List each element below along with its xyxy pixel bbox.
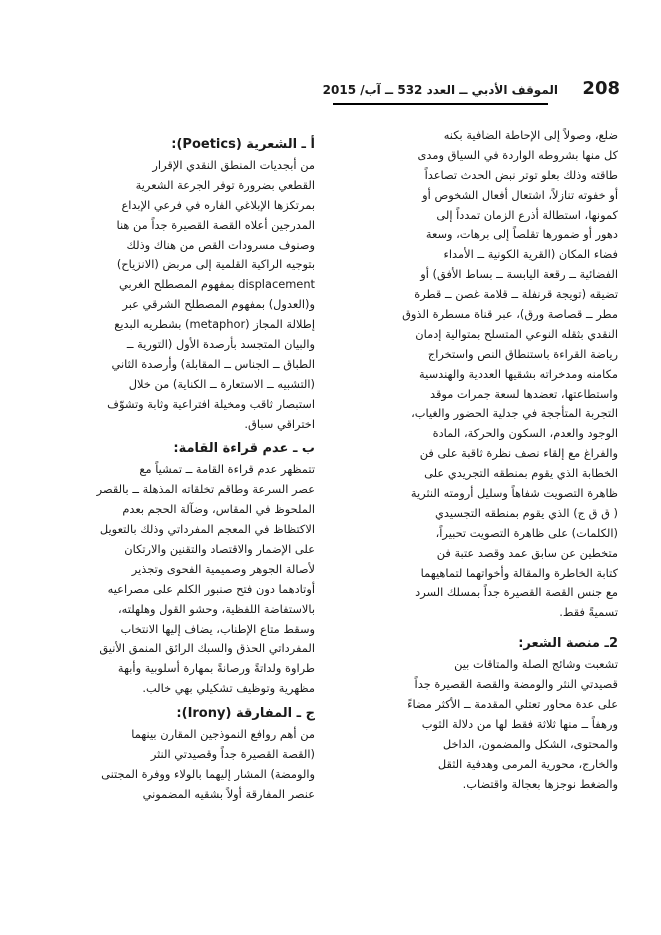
text-line: متخطين عن سابق عمد وقصد عتبة فن [436,545,618,560]
text-line: (التشبيه ــ الاستعارة ــ الكناية) من خلال [128,376,315,391]
text-line: ( ق ق ج) الذي يقوم بمنطقه التجسيدي [435,505,618,520]
text-line: قصيدتي النثر والومضة والقصة القصيرة جداً [414,677,618,692]
paragraph-gap [335,623,618,629]
text-line: من أبجديات المنطق النقدي الإقرار [152,158,315,172]
text-line: الاكتظاظ في المعجم المفرداتي وذلك بالتعويل [99,522,315,537]
paragraph-poetics [40,156,315,434]
page-number: 208 [582,78,620,99]
text-line: طراوة ولداتةً ورصانةً بمهارة أسلوبية وأبهة [117,661,315,676]
text-line: والخارج، محورية المرمى وهدفية الثقل [437,756,618,771]
text-line: الخطابة الذي يقوم بمنطقه التجريدي على [424,466,618,481]
text-line: من أهم روافع النموذجين المقارن بينهما [131,727,315,742]
text-line: تضيقه (تويجة قرنفلة ــ قلامة غصن ــ قطرة [414,287,618,302]
right-column [335,126,618,795]
text-line: ورهفاً ــ منها ثلاثة فقط لها من دلالة الثوب [421,716,618,731]
paragraph-poetry [335,655,618,794]
paragraph-intro [335,126,618,623]
page-header [322,78,620,104]
text-line: الوجود والعدم، السكون والحركة، المادة [432,426,618,441]
text-line: ضلع، وصولاً إلى الإحاطة الضافية بكنه [443,128,618,142]
text-line: دهور أو ضمورها تقلصاً إلى برهات، وسعة [425,227,618,242]
text-line: وصنوف مسرودات القص من هناك وذلك [126,237,315,252]
text-line: displacement بمفهوم المصطلح الغربي [119,277,315,292]
text-line: أوتادهما دون فتح صنبور الكلم على مصراعيه [107,581,315,596]
text-line: فضاء المكان (القرية الكونية ــ الأمداء [443,247,618,262]
text-line: المفرداتي الحذق والسبك الرائق المنمق الأنيق [99,641,315,656]
text-line: الملحوظ في المقاس، وضآلة الحجم بعدم [122,502,315,517]
text-line: مكامنه ومدخراته بشقيها العددية والهندسية [419,366,618,381]
text-line: طاقته وذلك بعلو توتر نبض الحدث تصاعداً [424,167,618,182]
text-line: تسميةً فقط. [559,605,618,620]
header-rule [333,103,548,105]
text-line: و(العدول) بمفهوم المصطلح الشرقي عبر [122,297,315,312]
text-line: ظاهرة التصويت شفاهاً وسليل أرومته النثرية [410,486,618,501]
text-line: الطباق ــ الجناس ــ المقابلة) وأرصدة الثاني [111,356,315,371]
section-heading-poetry: 2ـ منصة الشعر: [518,636,618,652]
text-line: القطعي بضرورة توفر الجرعة الشعرية [135,177,315,192]
text-line: وسقط متاع الإطناب، يضاف إليها الانتخاب [120,621,315,636]
paragraph-irony [40,725,315,805]
running-head: الموقف الأدبي ــ العدد 532 ــ آب/ 2015 [322,83,558,97]
text-line: (الكلمات) على ظاهرة التصويت تحبيراً، [435,525,618,540]
text-line: بمرتكزها الإبلاغي الفاره في فرعي الإبداع [121,197,315,212]
text-line: مع جنس القصة القصيرة جداً بمسلك السرد [415,585,618,600]
section-heading-stature: ب ـ عدم قراءة القامة: [173,441,315,457]
text-line: كل منها بشروطه الواردة في السياق ومدى [417,147,618,162]
text-line: (القصة القصيرة جداً وقصيدتي النثر [150,747,315,762]
text-line: كتابة الخاطرة والمقالة وأخواتهما لتماهيهما [420,565,618,580]
text-line: والومضة) المشار إليهما بالولاء ووفرة المجتنى [101,766,315,781]
text-line: لأصالة الجوهر وصميمية الفحوى وتجذير [131,561,315,576]
text-line: عنصر المفارقة أولاً بشقيه المضموني [142,786,315,801]
text-line: تشعبت وشائج الصلة والمتاقات بين [454,657,618,672]
text-line: بالاستفاضة اللفظية، وحشو القول وهلهلته، [117,601,315,616]
text-line: والبيان المتجسد بأرصدة الأول (التورية ــ [126,337,315,352]
text-line: التجربة المتأججة في جدلية الحضور والغياب، [411,406,618,421]
text-line: مظهرية وتوظيف تشكيلي بهي خالب. [142,681,315,696]
text-line: تتمظهر عدم قراءة القامة ــ تمشياً مع [139,462,315,477]
text-line: رياضة القراءة باستنطاق النص واستخراج [427,346,618,361]
text-line: على عدة محاور تعتلي المقدمة ــ الأكثر مضاءً [407,697,618,712]
text-line: إطلالة المجاز (metaphor) بشطريه البديع [114,317,315,332]
text-line: والضغط نوجزها بعجالة واقتضاب. [462,776,618,791]
text-line: استبصار ثاقب ومخيلة افتراعية وثابة وتشوّف [107,396,315,411]
text-line: كمونها، استطالة أذرع الزمان تمدداً إلى [436,207,618,222]
text-line: مطر ــ قصاصة ورق)، عبر قناة مسطرة الذوق [402,307,618,322]
text-line: على الإضمار والاقتصاد والتقنين والارتكان [124,542,315,557]
text-line: والفراغ مع إلقاء نصف نظرة ثاقبة على فن [419,446,618,461]
text-line: واستطاعتها، تعضدها لسعة جمرات موقد [429,386,618,401]
left-column [40,130,315,805]
text-line: بتوجيه الراكية القلمية إلى مربض (الانزياح) [116,257,315,272]
text-line: عصر السرعة وطاقم تخلقاته المذهلة ــ بالقصر [96,482,315,497]
section-heading-irony: ج ـ المفارقة (Irony): [176,706,315,722]
text-line: اختراقي سباق. [244,416,315,431]
text-line: المدرجين أعلاه القصة القصيرة جداً من هنا [116,217,315,232]
paragraph-stature [40,460,315,699]
text-line: أو خفوته تنازلاً، اشتعال أفعال الشخوص أو [422,187,618,202]
text-line: النقدي بثقله النوعي المتسلح بمتوالية إدمان [415,326,618,341]
text-line: والمحتوى، الشكل والمضمون، الداخل [442,736,618,751]
section-heading-poetics: أ ـ الشعرية (Poetics): [171,137,315,152]
text-line: الفضائية ــ رقعة اليابسة ــ بساط الأفق) أو [420,267,618,282]
